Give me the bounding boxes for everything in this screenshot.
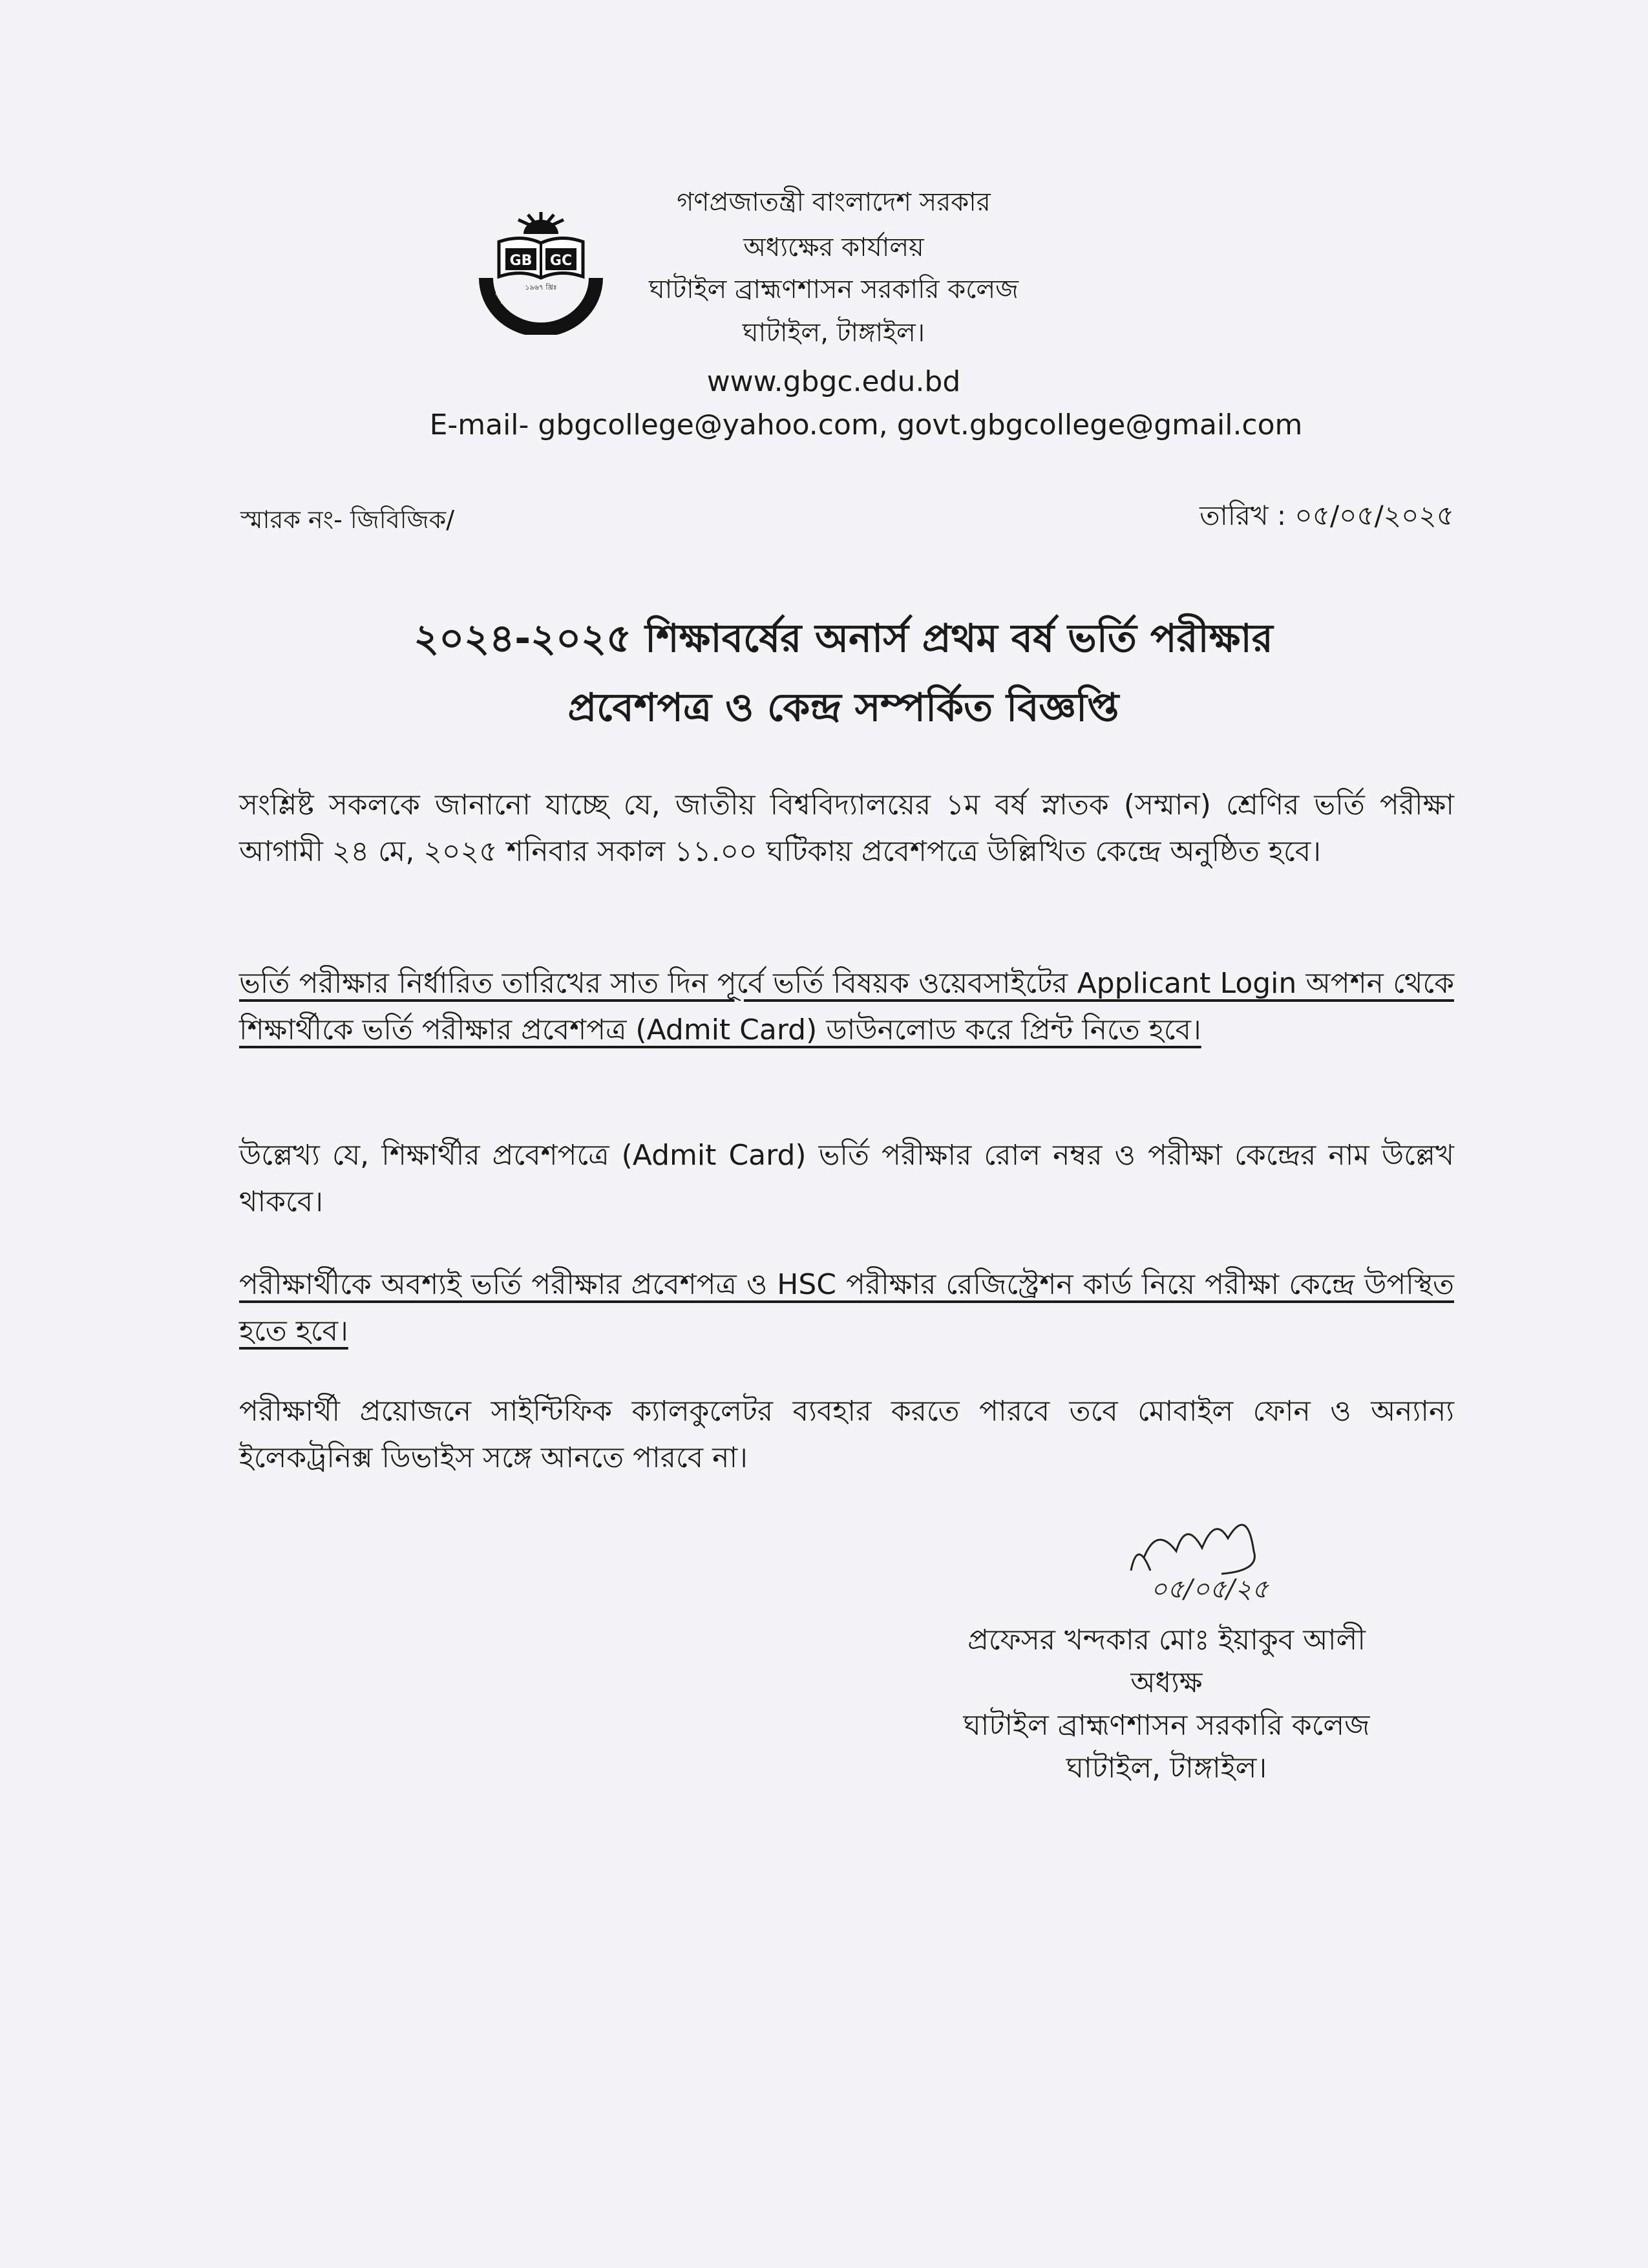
paragraph-admit-card-download: ভর্তি পরীক্ষার নির্ধারিত তারিখের সাত দিন পূর্বে ভর্তি বিষয়ক ওয়েবসাইটের Applicant Login অপশন থেকে শিক্ষার্থীকে ভর্তি পরীক্ষার প্রবেশপত্র (Admit Card) ডাউনলোড করে প্রিন্ট নিতে হবে।: [239, 967, 1454, 1046]
handwritten-signature: [1125, 1512, 1344, 1609]
logo-text-right: GC: [549, 253, 573, 269]
logo-text-left: GB: [509, 253, 533, 269]
memo-number: স্মারক নং- জিবিজিক/: [240, 505, 455, 534]
signatory-college: ঘাটাইল ব্রাহ্মণশাসন সরকারি কলেজ: [963, 1709, 1370, 1742]
logo-ring-text: ঘাটাইল ব্রাহ্মণশাসন সরকারি কলেজ: [492, 290, 568, 322]
signatory-location: ঘাটাইল, টাঙ্গাইল।: [1066, 1752, 1267, 1785]
logo-year: ১৯৬৭ খ্রিঃ: [525, 283, 557, 291]
office-line: অধ্যক্ষের কার্যালয়: [743, 233, 924, 262]
email-line[interactable]: E-mail- gbgcollege@yahoo.com, govt.gbgcollege@gmail.com: [429, 408, 1303, 441]
paragraph-device-rules: পরীক্ষার্থী প্রয়োজনে সাইন্টিফিক ক্যালকুলেটর ব্যবহার করতে পারবে তবে মোবাইল ফোন ও অন্যান্য ইলেকট্রনিক্স ডিভাইস সঙ্গে আনতে পারবে না।: [239, 1395, 1454, 1474]
notice-date: তারিখ : ০৫/০৫/২০২৫: [1199, 500, 1454, 531]
paragraph-admit-card-info: উল্লেখ্য যে, শিক্ষার্থীর প্রবেশপত্রে (Admit Card) ভর্তি পরীক্ষার রোল নম্বর ও পরীক্ষা কেন্দ্রের নাম উল্লেখ থাকবে।: [239, 1139, 1454, 1218]
college-location-line: ঘাটাইল, টাঙ্গাইল।: [742, 318, 925, 348]
signature-date: ০৫/০৫/২৫: [1150, 1574, 1269, 1604]
notice-title-line-2: প্রবেশপত্র ও কেন্দ্র সম্পর্কিত বিজ্ঞপ্তি: [567, 685, 1119, 730]
paragraph-required-documents: পরীক্ষার্থীকে অবশ্যই ভর্তি পরীক্ষার প্রবেশপত্র ও HSC পরীক্ষার রেজিস্ট্রেশন কার্ড নিয়ে পরীক্ষা কেন্দ্রে উপস্থিত হতে হবে।: [239, 1268, 1454, 1348]
notice-title-line-1: ২০২৪-২০২৫ শিক্ষাবর্ষের অনার্স প্রথম বর্ষ ভর্তি পরীক্ষার: [414, 616, 1273, 661]
paragraph-exam-schedule: সংশ্লিষ্ট সকলকে জানানো যাচ্ছে যে, জাতীয় বিশ্ববিদ্যালয়ের ১ম বর্ষ স্নাতক (সম্মান) শ্রেণির ভর্তি পরীক্ষা আগামী ২৪ মে, ২০২৫ শনিবার সকাল ১১.০০ ঘটিকায় প্রবেশপত্রে উল্লিখিত কেন্দ্রে অনুষ্ঠিত হবে।: [239, 789, 1455, 868]
government-line: গণপ্রজাতন্ত্রী বাংলাদেশ সরকার: [677, 187, 991, 217]
signatory-name: প্রফেসর খন্দকার মোঃ ইয়াকুব আলী: [967, 1624, 1366, 1657]
signatory-designation: অধ্যক্ষ: [1130, 1666, 1203, 1699]
college-name-line: ঘাটাইল ব্রাহ্মণশাসন সরকারি কলেজ: [649, 275, 1019, 304]
website-link[interactable]: www.gbgc.edu.bd: [706, 365, 961, 398]
